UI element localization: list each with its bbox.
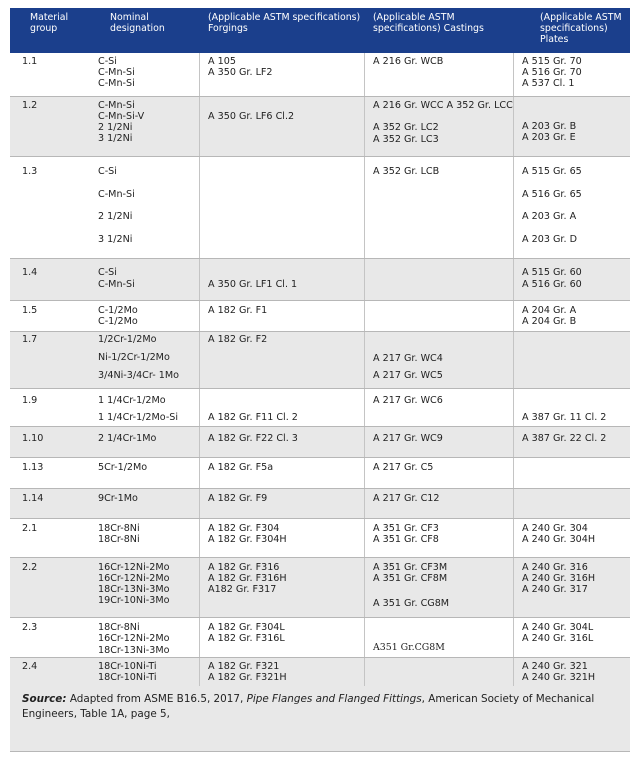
column-divider [513, 618, 514, 657]
header-plates-spec [540, 12, 622, 45]
column-divider [364, 157, 365, 258]
nominal-designation: Ni-1/2Cr-1/2Mo [98, 352, 170, 363]
plates-spec: A 516 Gr. 60 [522, 279, 582, 290]
castings-spec: A 351 Gr. CG8M [373, 598, 450, 609]
plates-spec: A 516 Gr. 65 [522, 189, 582, 200]
nominal-designation: 1 1/4Cr-1/2Mo [98, 395, 166, 406]
column-divider [513, 157, 514, 258]
forgings-spec: A 182 Gr. F2 [208, 334, 268, 345]
table-row [10, 658, 630, 688]
column-divider [199, 53, 200, 96]
table-row [10, 259, 630, 301]
castings-spec: A 217 Gr. WC4 [373, 353, 443, 364]
header-line: designation [110, 23, 165, 34]
column-divider [513, 427, 514, 457]
table-row [10, 332, 630, 389]
forgings-spec: A 182 Gr. F304L [208, 622, 285, 633]
column-divider [364, 458, 365, 488]
source-text-end: , American Society of Mechanical Engineers, Table 1A, page 5, [22, 693, 595, 720]
nominal-designation: 18Cr-8Ni [98, 622, 140, 633]
column-divider [364, 558, 365, 617]
column-divider [513, 558, 514, 617]
header-forgings-spec [208, 12, 360, 34]
plates-spec: A 537 Cl. 1 [522, 78, 575, 89]
nominal-designation: C-1/2Mo [98, 316, 138, 327]
nominal-designation: C-1/2Mo [98, 305, 138, 316]
table-row [10, 489, 630, 519]
forgings-spec: A 182 Gr. F321 [208, 661, 280, 672]
column-divider [364, 618, 365, 657]
header-nominal-designation [110, 12, 165, 34]
column-divider [513, 53, 514, 96]
forgings-spec: A 182 Gr. F5a [208, 462, 274, 473]
nominal-designation: 16Cr-12Ni-2Mo [98, 633, 170, 644]
material-group: 1.2 [22, 100, 38, 111]
plates-spec: A 240 Gr. 321H [522, 672, 596, 683]
castings-spec: A 217 Gr. C12 [373, 493, 440, 504]
nominal-designation: C-Mn-Si [98, 279, 135, 290]
castings-spec: A 351 Gr. CF3M [373, 562, 448, 573]
header-line: (Applicable ASTM [540, 12, 622, 23]
plates-spec: A 240 Gr. 317 [522, 584, 588, 595]
forgings-spec: A 182 Gr. F9 [208, 493, 268, 504]
table-row [10, 427, 630, 458]
forgings-spec: A 182 Gr. F316H [208, 573, 287, 584]
nominal-designation: 3 1/2Ni [98, 234, 133, 245]
plates-spec: A 387 Gr. 22 Cl. 2 [522, 433, 607, 444]
forgings-spec: A 105 [208, 56, 236, 67]
column-divider [513, 519, 514, 557]
column-divider [364, 389, 365, 426]
nominal-designation: 2 1/4Cr-1Mo [98, 433, 157, 444]
column-divider [364, 53, 365, 96]
table-row [10, 618, 630, 658]
plates-spec: A 240 Gr. 316 [522, 562, 588, 573]
castings-spec: A 352 Gr. LCB [373, 166, 440, 177]
header-line: Material [30, 12, 69, 23]
nominal-designation: 19Cr-10Ni-3Mo [98, 595, 170, 606]
column-divider [364, 259, 365, 300]
column-divider [364, 332, 365, 388]
nominal-designation: 5Cr-1/2Mo [98, 462, 148, 473]
table-header [10, 8, 630, 53]
material-group: 1.5 [22, 305, 38, 316]
header-castings-spec [373, 12, 484, 34]
plates-spec: A 516 Gr. 70 [522, 67, 582, 78]
plates-spec: A 203 Gr. B [522, 121, 577, 132]
column-divider [199, 558, 200, 617]
column-divider [364, 489, 365, 518]
column-divider [199, 489, 200, 518]
castings-spec: A 217 Gr. C5 [373, 462, 434, 473]
plates-spec: A 240 Gr. 321 [522, 661, 588, 672]
castings-spec: A 216 Gr. WCB [373, 56, 444, 67]
castings-spec: A 352 Gr. LC2 [373, 122, 439, 133]
column-divider [364, 519, 365, 557]
plates-spec: A 515 Gr. 65 [522, 166, 582, 177]
table-row [10, 558, 630, 618]
nominal-designation: 18Cr-8Ni [98, 523, 140, 534]
plates-spec: A 240 Gr. 304 [522, 523, 588, 534]
column-divider [199, 259, 200, 300]
plates-spec: A 204 Gr. B [522, 316, 577, 327]
plates-spec: A 240 Gr. 316L [522, 633, 594, 644]
table-row [10, 458, 630, 489]
plates-spec: A 240 Gr. 304L [522, 622, 594, 633]
nominal-designation: C-Si [98, 166, 117, 177]
material-group: 2.1 [22, 523, 38, 534]
nominal-designation: C-Mn-Si [98, 100, 135, 111]
source-note [10, 686, 630, 752]
forgings-spec: A 182 Gr. F1 [208, 305, 268, 316]
material-group: 1.13 [22, 462, 44, 473]
castings-spec: A351 Gr.CG8M [373, 642, 445, 653]
nominal-designation: 16Cr-12Ni-2Mo [98, 573, 170, 584]
forgings-spec: A 182 Gr. F316 [208, 562, 280, 573]
column-divider [513, 259, 514, 300]
column-divider [513, 97, 514, 156]
forgings-spec: A 182 Gr. F316L [208, 633, 285, 644]
plates-spec: A 203 Gr. A [522, 211, 577, 222]
plates-spec: A 203 Gr. D [522, 234, 577, 245]
column-divider [513, 658, 514, 687]
column-divider [199, 97, 200, 156]
nominal-designation: 1 1/4Cr-1/2Mo-Si [98, 412, 179, 423]
source-title: Pipe Flanges and Flanged Fittings [246, 693, 422, 705]
material-group: 1.10 [22, 433, 44, 444]
castings-spec: A 351 Gr. CF3 [373, 523, 439, 534]
header-line: Plates [540, 34, 569, 45]
nominal-designation: 1/2Cr-1/2Mo [98, 334, 157, 345]
source-label: Source: [22, 693, 67, 705]
table-row [10, 389, 630, 427]
material-group: 1.4 [22, 267, 38, 278]
table-row [10, 53, 630, 97]
plates-spec: A 240 Gr. 304H [522, 534, 596, 545]
nominal-designation: C-Mn-Si [98, 189, 135, 200]
plates-spec: A 204 Gr. A [522, 305, 577, 316]
forgings-spec: A 182 Gr. F304 [208, 523, 280, 534]
nominal-designation: C-Si [98, 267, 117, 278]
column-divider [513, 301, 514, 331]
table-row [10, 519, 630, 558]
forgings-spec: A 182 Gr. F321H [208, 672, 287, 683]
table-row [10, 97, 630, 157]
nominal-designation: C-Mn-Si [98, 78, 135, 89]
forgings-spec: A 182 Gr. F11 Cl. 2 [208, 412, 298, 423]
nominal-designation: 2 1/2Ni [98, 122, 133, 133]
material-group: 2.4 [22, 661, 38, 672]
nominal-designation: 18Cr-10Ni-Ti [98, 672, 157, 683]
castings-spec: A 217 Gr. WC9 [373, 433, 443, 444]
nominal-designation: 18Cr-13Ni-3Mo [98, 584, 170, 595]
nominal-designation: 3/4Ni-3/4Cr- 1Mo [98, 370, 179, 381]
material-group: 1.3 [22, 166, 38, 177]
plates-spec: A 387 Gr. 11 Cl. 2 [522, 412, 607, 423]
header-line: specifications) [540, 23, 608, 34]
material-group: 2.3 [22, 622, 38, 633]
header-line: specifications) Castings [373, 23, 484, 34]
nominal-designation: 16Cr-12Ni-2Mo [98, 562, 170, 573]
forgings-spec: A 350 Gr. LF6 Cl.2 [208, 111, 295, 122]
column-divider [199, 519, 200, 557]
column-divider [199, 389, 200, 426]
material-group: 2.2 [22, 562, 38, 573]
forgings-spec: A 350 Gr. LF2 [208, 67, 273, 78]
header-material-group [30, 12, 68, 34]
castings-spec: A 351 Gr. CF8 [373, 534, 439, 545]
column-divider [199, 658, 200, 687]
nominal-designation: 9Cr-1Mo [98, 493, 138, 504]
table-row [10, 157, 630, 259]
plates-spec: A 515 Gr. 60 [522, 267, 582, 278]
column-divider [199, 301, 200, 331]
nominal-designation: 18Cr-10Ni-Ti [98, 661, 157, 672]
column-divider [364, 301, 365, 331]
forgings-spec: A 182 Gr. F304H [208, 534, 287, 545]
column-divider [364, 97, 365, 156]
column-divider [199, 332, 200, 388]
nominal-designation: 18Cr-8Ni [98, 534, 140, 545]
column-divider [199, 157, 200, 258]
castings-spec: A 217 Gr. WC5 [373, 370, 443, 381]
column-divider [513, 332, 514, 388]
column-divider [513, 389, 514, 426]
column-divider [199, 458, 200, 488]
column-divider [513, 458, 514, 488]
nominal-designation: C-Mn-Si-V [98, 111, 145, 122]
nominal-designation: 3 1/2Ni [98, 133, 133, 144]
column-divider [364, 658, 365, 687]
header-line: (Applicable ASTM specifications) [208, 12, 361, 23]
source-text: Adapted from ASME B16.5, 2017, [66, 693, 247, 705]
nominal-designation: 18Cr-13Ni-3Mo [98, 645, 170, 656]
plates-spec: A 203 Gr. E [522, 132, 576, 143]
castings-spec: A 352 Gr. LC3 [373, 134, 439, 145]
material-group: 1.7 [22, 334, 38, 345]
header-line: Nominal [110, 12, 149, 23]
nominal-designation: C-Mn-Si [98, 67, 135, 78]
header-line: group [30, 23, 58, 34]
castings-spec: A 216 Gr. WCC A 352 Gr. LCC [373, 100, 513, 111]
nominal-designation: 2 1/2Ni [98, 211, 133, 222]
header-line: (Applicable ASTM [373, 12, 455, 23]
castings-spec: A 217 Gr. WC6 [373, 395, 443, 406]
column-divider [513, 489, 514, 518]
forgings-spec: A182 Gr. F317 [208, 584, 277, 595]
forgings-spec: A 350 Gr. LF1 Cl. 1 [208, 279, 298, 290]
forgings-spec: A 182 Gr. F22 Cl. 3 [208, 433, 298, 444]
material-group: 1.14 [22, 493, 44, 504]
plates-spec: A 240 Gr. 316H [522, 573, 596, 584]
material-group: 1.9 [22, 395, 38, 406]
plates-spec: A 515 Gr. 70 [522, 56, 582, 67]
column-divider [199, 618, 200, 657]
castings-spec: A 351 Gr. CF8M [373, 573, 448, 584]
nominal-designation: C-Si [98, 56, 117, 67]
header-line: Forgings [208, 23, 248, 34]
table-row [10, 301, 630, 332]
material-group: 1.1 [22, 56, 38, 67]
column-divider [199, 427, 200, 457]
column-divider [364, 427, 365, 457]
